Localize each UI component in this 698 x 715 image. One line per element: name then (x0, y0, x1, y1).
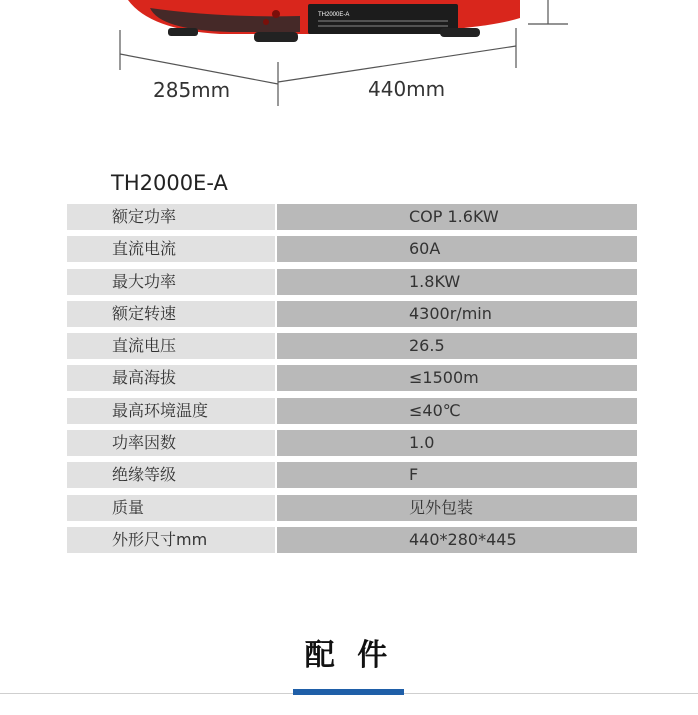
nameplate (308, 4, 458, 34)
spec-value: 4300r/min (277, 301, 637, 327)
spec-value: F (277, 462, 637, 488)
spec-table (67, 204, 637, 559)
spec-row (67, 398, 637, 424)
spec-key: 质量 (67, 495, 275, 521)
nameplate-text: TH2000E-A (318, 12, 350, 18)
spec-value: COP 1.6KW (277, 204, 637, 230)
spec-row (67, 495, 637, 521)
spec-value: 1.8KW (277, 269, 637, 295)
spec-row (67, 365, 637, 391)
section-title-accessories: 配 件 (304, 638, 394, 673)
spec-key: 直流电流 (67, 236, 275, 262)
spec-row (67, 301, 637, 327)
spec-row (67, 462, 637, 488)
spec-row (67, 333, 637, 359)
spec-row (67, 430, 637, 456)
spec-value: 60A (277, 236, 637, 262)
spec-row (67, 204, 637, 230)
spec-key: 最大功率 (67, 269, 275, 295)
product-photo (0, 0, 698, 110)
spec-key: 额定转速 (67, 301, 275, 327)
spec-row (67, 236, 637, 262)
spec-row (67, 269, 637, 295)
spec-key: 外形尺寸mm (67, 527, 275, 553)
model-title: TH2000E-A (111, 171, 228, 195)
spec-value: ≤1500m (277, 365, 637, 391)
length-dimension-label: 440mm (368, 77, 446, 101)
spec-key: 绝缘等级 (67, 462, 275, 488)
spec-key: 直流电压 (67, 333, 275, 359)
spec-value: ≤40℃ (277, 398, 637, 424)
depth-dimension-label: 285mm (153, 78, 231, 102)
spec-value: 440*280*445 (277, 527, 637, 553)
spec-value: 26.5 (277, 333, 637, 359)
spec-value: 1.0 (277, 430, 637, 456)
spec-value: 见外包装 (277, 495, 637, 521)
spec-key: 最高海拔 (67, 365, 275, 391)
spec-key: 功率因数 (67, 430, 275, 456)
spec-key: 额定功率 (67, 204, 275, 230)
section-accent-bar (293, 689, 404, 695)
spec-key: 最高环境温度 (67, 398, 275, 424)
spec-row (67, 527, 637, 553)
